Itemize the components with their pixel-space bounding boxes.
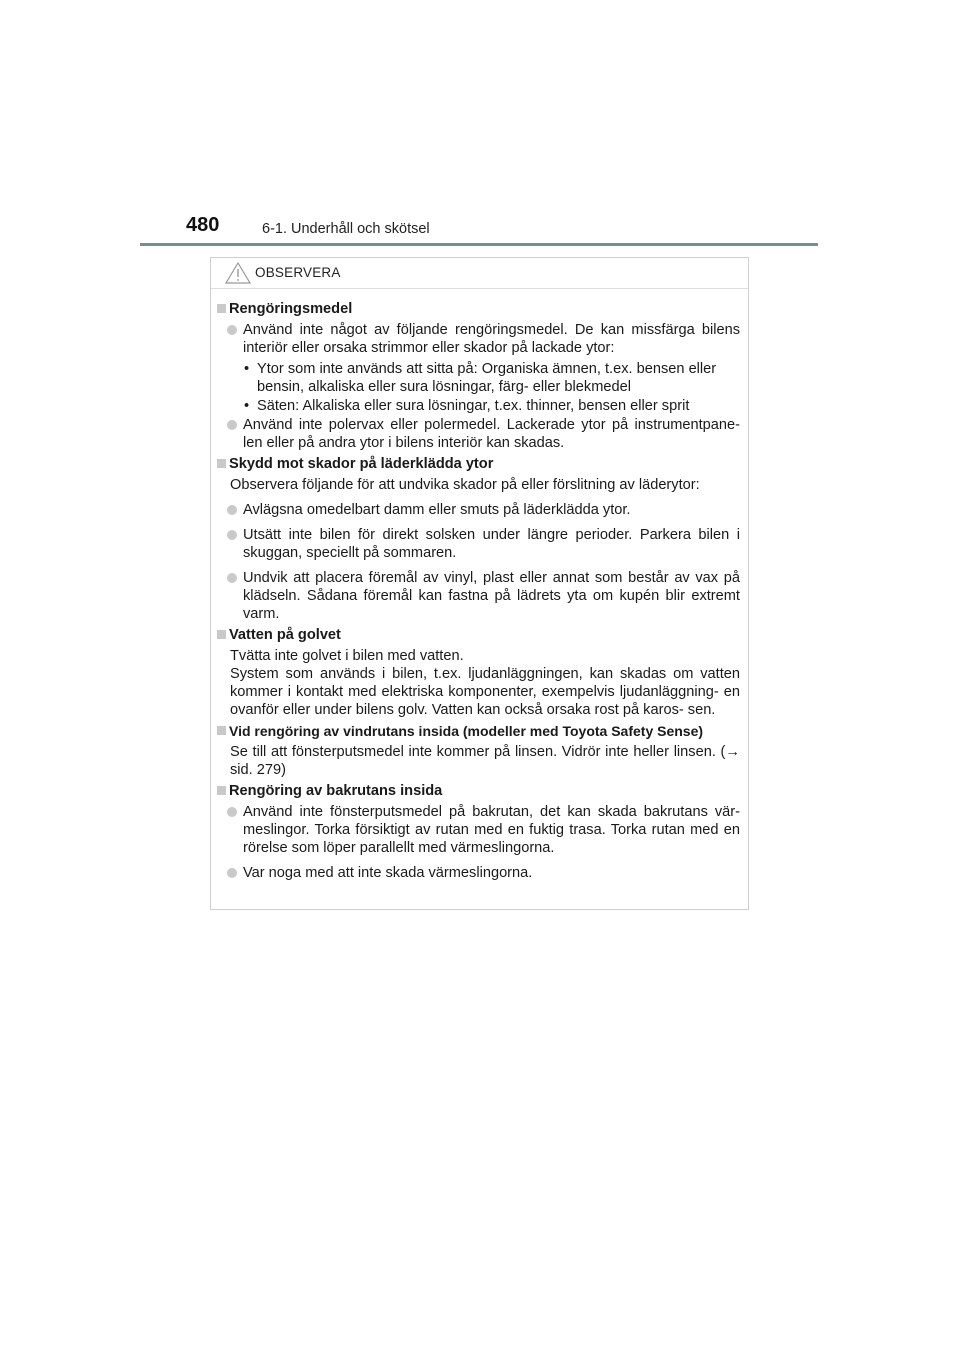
square-bullet-icon bbox=[217, 459, 226, 468]
section-heading: Vid rengöring av vindrutans insida (modeller med Toyota Safety Sense) bbox=[211, 722, 748, 740]
notice-header bbox=[211, 258, 748, 289]
bullet-item: Använd inte något av följande rengöringsmedel. De kan missfärga bilens interiör eller orsaka strimmor eller skador på lackade ytor: bbox=[211, 321, 748, 357]
bullet-item: Använd inte fönsterputsmedel på bakrutan, det kan skada bakrutans vär- meslingor. Torka försiktigt av rutan med en fuktig trasa. Torka rutan med en rörelse som löper parallellt med värmeslingorna. bbox=[211, 803, 748, 857]
paragraph: Observera följande för att undvika skador på eller förslitning av läderytor: bbox=[230, 477, 700, 493]
square-bullet-icon bbox=[217, 726, 226, 735]
square-bullet-icon bbox=[217, 630, 226, 639]
circle-bullet-icon bbox=[227, 530, 237, 540]
section-heading: Rengöring av bakrutans insida bbox=[211, 782, 748, 800]
bullet-item: Undvik att placera föremål av vinyl, plast eller annat som består av vax på klädseln. Sådana föremål kan fastna på lädrets yta om kupén blir extremt varm. bbox=[211, 569, 748, 623]
notice-box bbox=[210, 257, 749, 910]
circle-bullet-icon bbox=[227, 420, 237, 430]
bullet-item: Använd inte polervax eller polermedel. Lackerade ytor på instrumentpane- len eller på andra ytor i bilens interiör kan skadas. bbox=[211, 416, 748, 452]
notice-title: OBSERVERA bbox=[255, 265, 341, 280]
circle-bullet-icon bbox=[227, 868, 237, 878]
section-heading: Vatten på golvet bbox=[211, 626, 748, 644]
section-title: 6-1. Underhåll och skötsel bbox=[262, 221, 430, 237]
sub-item: • Ytor som inte används att sitta på: Organiska ämnen, t.ex. bensen eller bensin, alkaliska eller sura lösningar, färg- eller blekmedel bbox=[244, 361, 717, 395]
circle-bullet-icon bbox=[227, 505, 237, 515]
paragraph: Se till att fönsterputsmedel inte kommer på linsen. Vidrör inte heller linsen. (→ sid. 279) bbox=[230, 744, 740, 778]
header-rule bbox=[140, 243, 818, 246]
sub-item: • Säten: Alkaliska eller sura lösningar, t.ex. thinner, bensen eller sprit bbox=[244, 398, 690, 414]
circle-bullet-icon bbox=[227, 325, 237, 335]
bullet-item: Utsätt inte bilen för direkt solsken under längre perioder. Parkera bilen i skuggan, speciellt på sommaren. bbox=[211, 526, 748, 562]
square-bullet-icon bbox=[217, 304, 226, 313]
square-bullet-icon bbox=[217, 786, 226, 795]
bullet-item: Avlägsna omedelbart damm eller smuts på läderklädda ytor. bbox=[211, 501, 748, 519]
section-heading: Rengöringsmedel bbox=[211, 300, 748, 318]
circle-bullet-icon bbox=[227, 807, 237, 817]
paragraph: System som används i bilen, t.ex. ljudanläggningen, kan skadas om vatten kommer i kontakt med elektriska komponenter, exempelvis ljudanläggning- en ovanför eller under bilens golv. Vatten kan också orsaka rost på karos- sen. bbox=[230, 666, 740, 718]
section-heading: Skydd mot skador på läderklädda ytor bbox=[211, 455, 748, 473]
paragraph: Tvätta inte golvet i bilen med vatten. bbox=[230, 648, 464, 664]
notice-content bbox=[211, 300, 748, 885]
bullet-item: Var noga med att inte skada värmeslingorna. bbox=[211, 864, 748, 882]
warning-triangle-icon bbox=[225, 262, 251, 284]
page-number: 480 bbox=[186, 214, 220, 236]
circle-bullet-icon bbox=[227, 573, 237, 583]
